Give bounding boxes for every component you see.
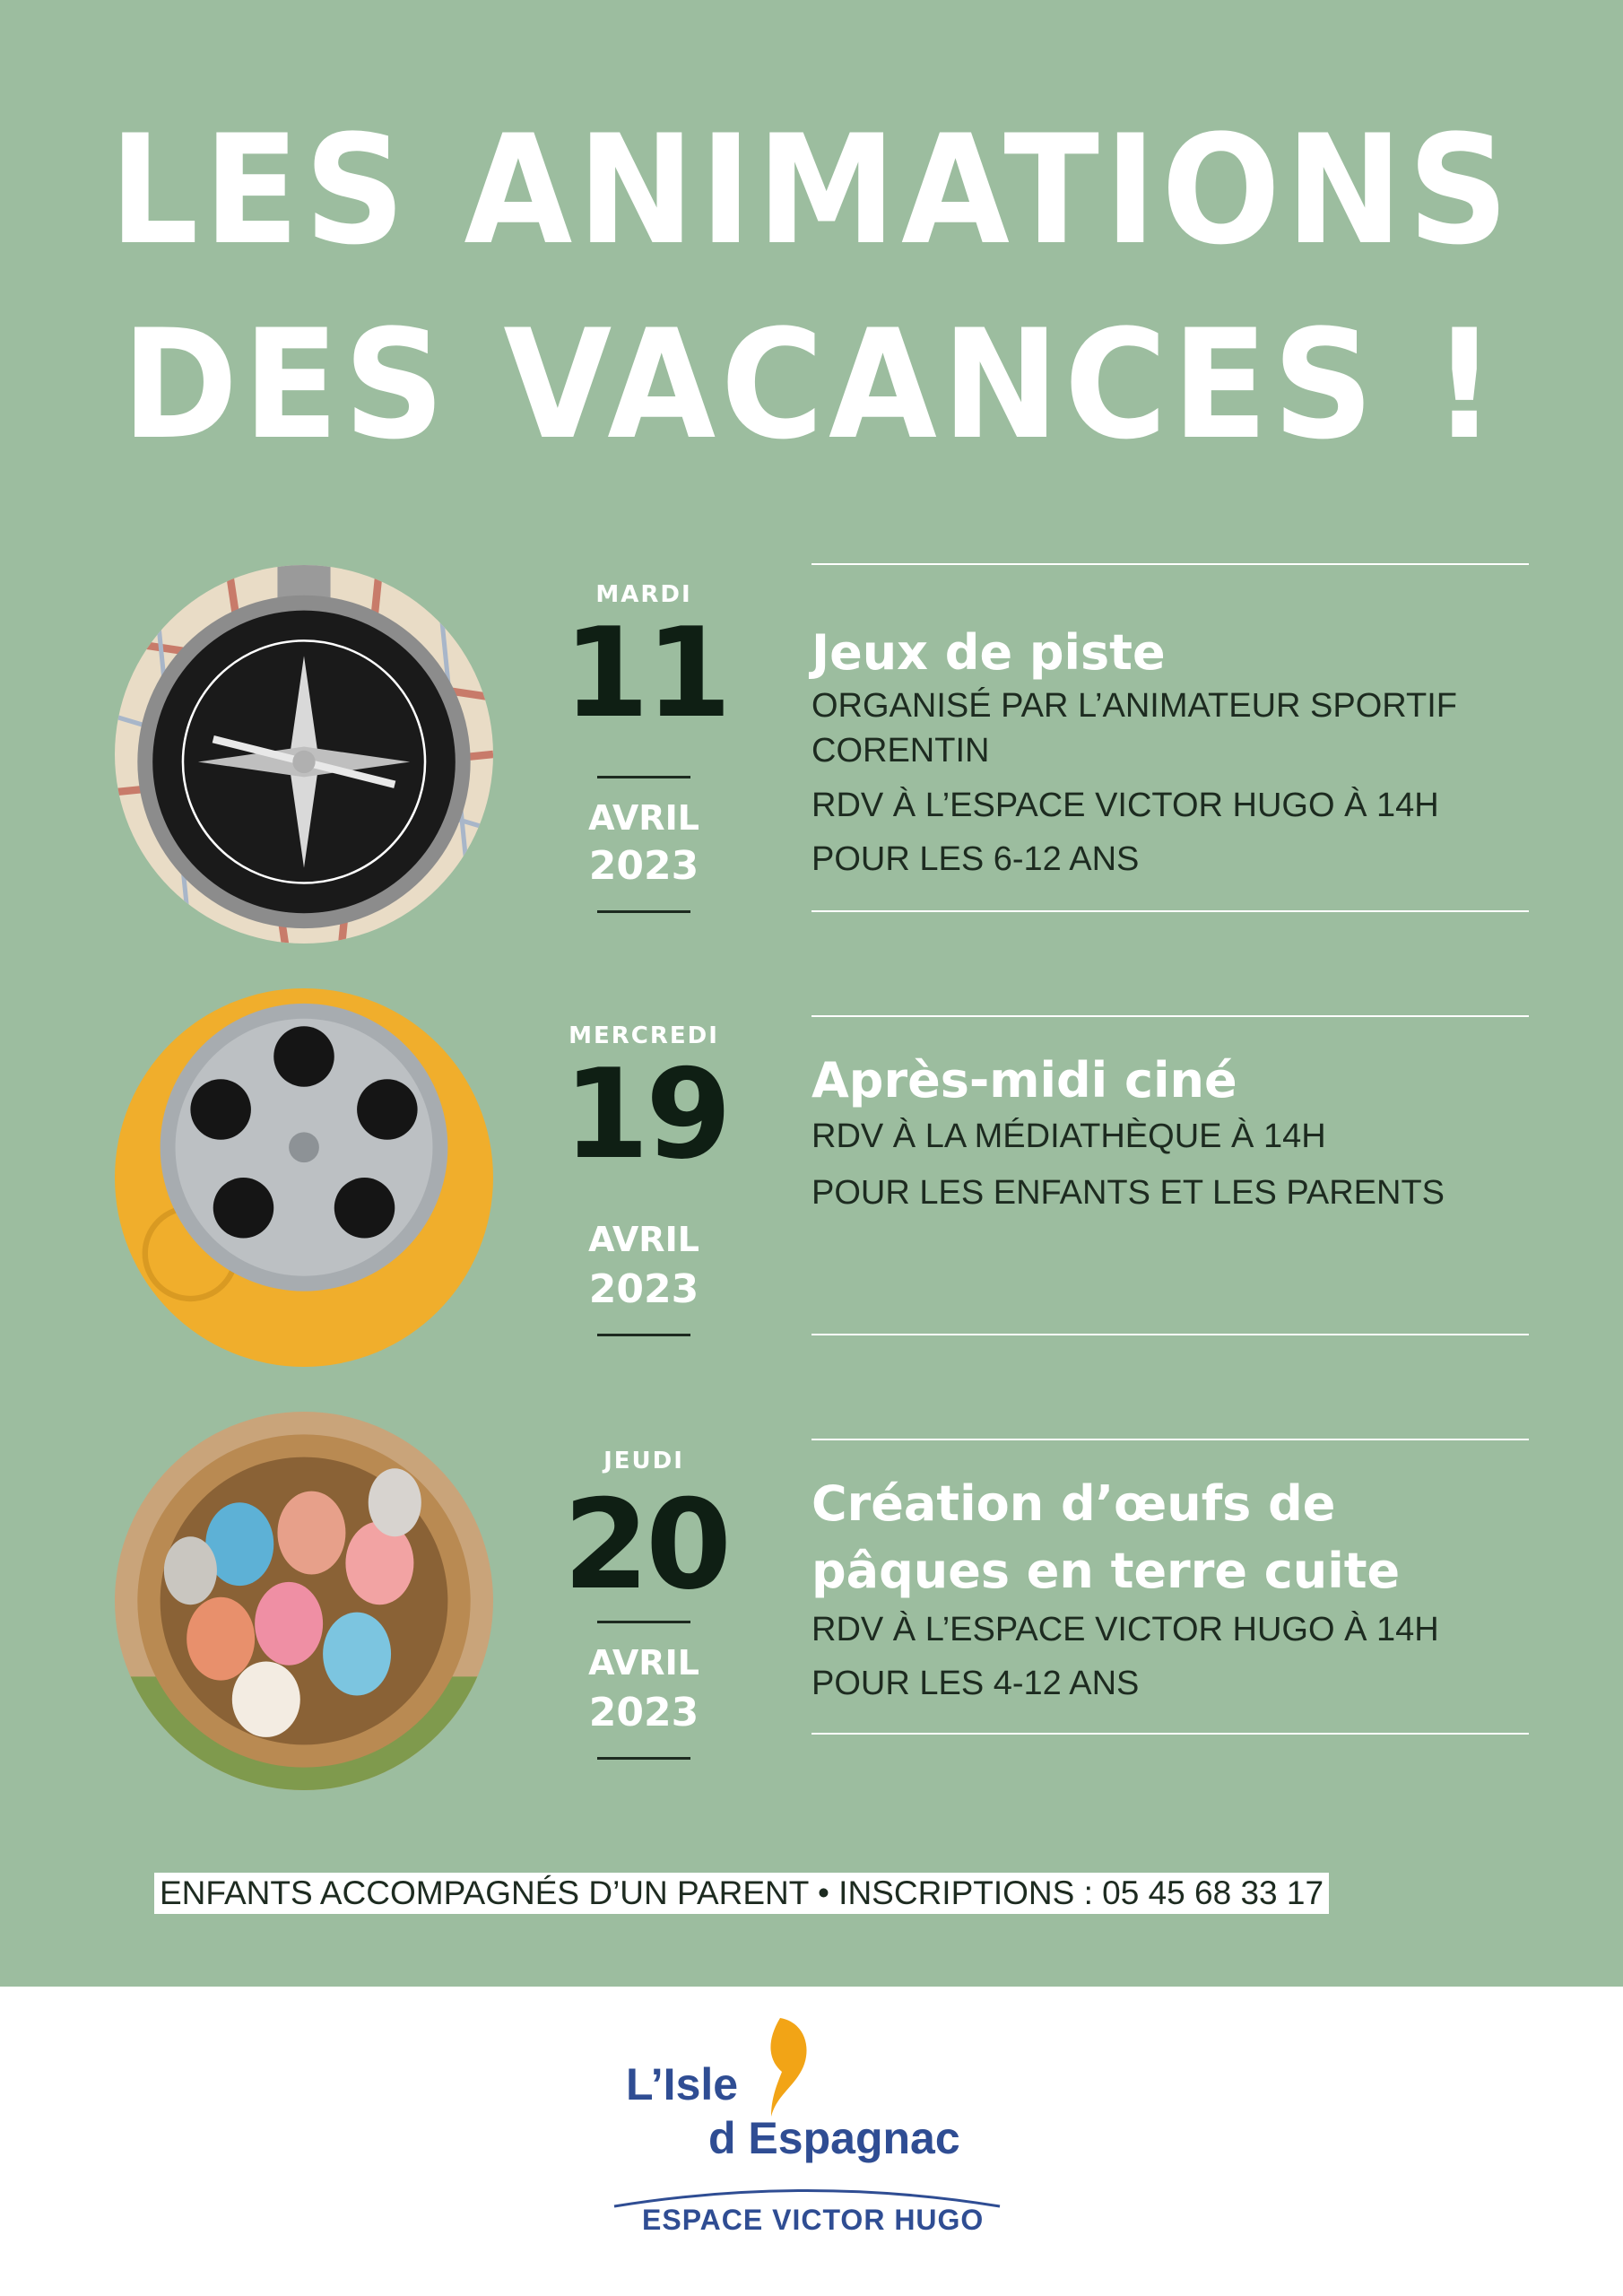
event-card	[0, 970, 1623, 1347]
event-month: AVRIL	[588, 798, 699, 838]
date-divider	[597, 1334, 690, 1336]
event-card	[0, 1394, 1623, 1770]
event-day-number: 20	[563, 1473, 729, 1617]
compass-image	[115, 565, 493, 944]
logo-subtitle: ESPACE VICTOR HUGO	[642, 2204, 985, 2236]
event-day-number: 19	[563, 1042, 729, 1187]
event-month: AVRIL	[588, 1643, 699, 1683]
event-detail: POUR LES ENFANTS ET LES PARENTS	[812, 1174, 1445, 1212]
event-year: 2023	[588, 1266, 699, 1312]
event-detail: RDV À LA MÉDIATHÈQUE À 14H	[812, 1118, 1326, 1155]
poster-title-line-2: DES VACANCES !	[121, 297, 1502, 473]
registration-note: ENFANTS ACCOMPAGNÉS D’UN PARENT • INSCRIPTIONS : 05 45 68 33 17	[154, 1873, 1329, 1914]
event-detail: ORGANISÉ PAR L’ANIMATEUR SPORTIF	[812, 687, 1458, 725]
drop-icon	[744, 2013, 816, 2121]
event-bottom-rule	[812, 910, 1529, 912]
event-title: Après-midi ciné	[812, 1052, 1237, 1109]
event-bottom-rule	[812, 1334, 1529, 1335]
event-top-rule	[812, 1015, 1529, 1017]
date-divider	[597, 910, 690, 913]
event-top-rule	[812, 563, 1529, 565]
event-month: AVRIL	[588, 1220, 699, 1259]
date-divider	[597, 1757, 690, 1760]
event-bottom-rule	[812, 1733, 1529, 1735]
logo-text-line-2: d Espagnac	[708, 2113, 960, 2163]
event-card	[0, 547, 1623, 924]
logo-text-line-1: L’Isle	[626, 2059, 739, 2109]
event-detail: RDV À L’ESPACE VICTOR HUGO À 14H	[812, 787, 1439, 824]
event-year: 2023	[588, 1690, 699, 1735]
logo	[592, 2005, 1040, 2274]
easter-eggs-image	[115, 1412, 493, 1790]
event-title: Jeux de piste	[812, 624, 1166, 681]
poster-title-line-1: LES ANIMATIONS	[108, 102, 1515, 278]
event-title: pâques en terre cuite	[812, 1543, 1401, 1599]
film-reel-image	[115, 988, 493, 1367]
event-year: 2023	[588, 843, 699, 889]
event-weekday: JEUDI	[603, 1448, 684, 1474]
event-detail: POUR LES 4-12 ANS	[812, 1665, 1140, 1702]
event-top-rule	[812, 1439, 1529, 1440]
event-detail: RDV À L’ESPACE VICTOR HUGO À 14H	[812, 1611, 1439, 1648]
event-detail: CORENTIN	[812, 732, 990, 770]
event-weekday: MARDI	[595, 581, 692, 608]
event-weekday: MERCREDI	[568, 1022, 719, 1049]
date-divider	[597, 1621, 690, 1623]
event-day-number: 11	[563, 601, 729, 745]
event-detail: POUR LES 6-12 ANS	[812, 840, 1140, 878]
event-title: Création d’œufs de	[812, 1475, 1336, 1532]
date-divider	[597, 776, 690, 778]
